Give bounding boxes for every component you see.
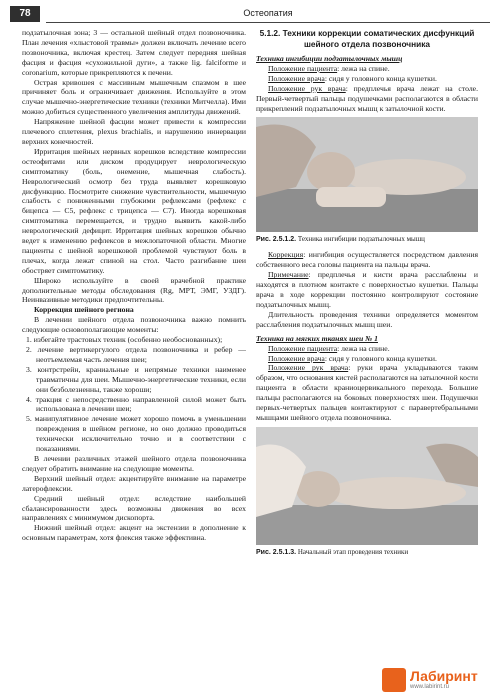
technique-title-2: Техника на мягких тканях шеи № 1 [256, 333, 378, 343]
photo-technique-soft-tissue [256, 427, 478, 545]
section-heading: 5.1.2. Техники коррекции соматических дисфункций шейного отдела позвоночника [259, 28, 475, 49]
param-line [256, 354, 478, 364]
labirint-icon [382, 668, 406, 692]
paragraph: Коррекция шейного региона [34, 305, 134, 315]
list-item: 3. контрстрейн, краниальные и непрямые техники наименее травматичны для шеи. Мышечно-энергетические техники, если они безболезненны, также хороши; [26, 364, 246, 394]
param-line [256, 344, 478, 354]
param-text: : ингибиция осуществляется посредством давления собственного веса головы пациента на пальцы врача. [256, 250, 478, 270]
param-text: : сидя у головного конца кушетки. [324, 73, 437, 83]
paragraph: Напряжение шейной фасции может привести к компрессии плечевого сплетения, plexus brachialis, и нарушению иннервации верхних конечностей. [22, 117, 246, 146]
left-column [22, 28, 246, 543]
paragraph: подзатылочная зона; 3 — остальной шейный отдел позвоночника. План лечения «хлыстовой травмы» должен включать лечение всего позвоночника, включая крестец. Затем следует передняя шейная фасция и фасция «сухожильной дуги», а также lig. falciforme и coronarium, которые прикрепляются к печени. [22, 28, 246, 77]
list-item: 1. избегайте трастовых техник (особенно необоснованных); [26, 335, 223, 345]
labirint-site: www.labirint.ru [410, 684, 450, 690]
labirint-brand: Лабиринт [410, 668, 478, 684]
param-label: Примечание [268, 270, 309, 280]
right-column [256, 28, 478, 563]
param-line [256, 250, 478, 270]
photo-soft-tissue-illustration [256, 427, 478, 545]
list-item: 4. тракция с непосредственно направленной силой может быть использована в лечении шеи; [26, 394, 246, 414]
param-text: : руки врача укладываются таким образом, что основания кистей располагаются на затылочной кости пациента в области краниоцервикального перехода. Большие пальцы располагаются на боковых поверхностях шеи. Подушечки первых-четвертых пальцев контактируют с паравертебральными мышцами шейного отдела позвоночника. [256, 363, 478, 422]
paragraph: Верхний шейный отдел: акцентируйте внимание на параметре латерофлексии. [22, 473, 246, 493]
numbered-list [22, 335, 246, 454]
param-text: : сидя у головного конца кушетки. [324, 353, 437, 363]
param-text: : предплечья и кисти врача расслаблены и находятся в плотном контакте с поверхностью кушетки. Пальцы врача в ходе коррекции постоянно контролируют состояние подзатылочных мышц. [256, 270, 478, 309]
page-number: 78 [10, 6, 40, 22]
param-text: Длительность проведения техники определяется моментом расслабления подзатылочных мышц шеи. [256, 309, 478, 329]
param-label: Коррекция [268, 250, 304, 260]
paragraph: В лечении шейного отдела позвоночника важно помнить следующие основополагающие моменты: [22, 315, 246, 335]
param-line [256, 270, 478, 310]
param-line [256, 74, 478, 84]
running-title: Остеопатия [46, 6, 490, 23]
figure-caption: Рис. 2.5.1.2. Техника ингибиции подзатылочных мышц [256, 235, 425, 244]
param-text: : лежа на спине. [337, 63, 390, 73]
paragraph: Широко используйте в своей врачебной практике дополнительные методы обследования (Rg, МРТ, ЭМГ, УЗДГ). Неинвазивные методики предпочтительны. [22, 275, 246, 305]
running-header [10, 6, 490, 22]
photo-suboccipital-illustration [256, 117, 478, 232]
photo-technique-suboccipital [256, 117, 478, 232]
paragraph: Ирритация шейных нервных корешков вследствие компрессии остеофитами или диском продуцирует неврологическую симптоматику (боль, онемение, мышечная слабость). Неврологический осмотр без труда выявляет корешковую дисфункцию. Посмотрите снижение чувствительности, мышечную слабость с пониженными глубокими рефлексами (рефлекс с бицепса — С5, рефлекс с трицепса — С7). Иногда корешковая симптоматика перемещается, и трудно выявить какой-либо неврологический дефицит. Ирритация шейных корешков обычно ведет к изменению рефлексов в межлопаточной области. Многие пациенты с шейной корешковой проблемой чувствуют боль в плечах, когда лежат спиной на стол. Часто разгибание шеи обостряет симптоматику. [22, 146, 246, 275]
param-label: Положение рук врача [268, 83, 346, 93]
technique-params-2 [256, 344, 478, 423]
param-line [256, 64, 478, 74]
param-line [256, 363, 478, 422]
param-label: Положение врача [268, 73, 325, 83]
paragraph: Нижний шейный отдел: акцент на экстензии в дополнение к основным параметрам, хотя флексия также эффективна. [22, 523, 246, 543]
param-line [256, 84, 478, 114]
param-line [256, 310, 478, 330]
paragraph: В лечении различных этажей шейного отдела позвоночника следует обратить внимание на следующие моменты. [22, 453, 246, 473]
paragraph: Средний шейный отдел: вследствие наибольшей сбалансированности здесь возможны движения во всех направлениях с минимумом дископорта. [22, 493, 246, 523]
technique-params [256, 64, 478, 114]
param-label: Положение пациента [268, 343, 338, 353]
list-item: 5. манипулятивное лечение может хорошо помочь в уменьшении повреждения в шейном регионе, но оно должно проводиться технически исключительно точно и в соответствии с показаниями. [26, 414, 246, 454]
paragraph: Острая кривошея с массивным мышечным спазмом в шее причиняет боль и ограничивает движения. Используйте в этом случае мышечно-энергетические техники (техники Митчелла). Ими можно добиться существенного увеличения амплитуды движений. [22, 77, 246, 117]
param-text: : лежа на спине. [337, 343, 390, 353]
param-label: Положение пациента [268, 63, 338, 73]
correction-text [256, 250, 478, 329]
param-text: : предплечья врача лежат на столе. Первый-четвертый пальцы подушечками располагаются в области прикреплений подзатылочных мышц к затылочной кости. [256, 83, 478, 113]
list-item: 2. лечение вертикергулого отдела позвоночника и ребер — неотъемлемая часть лечения шеи; [26, 345, 246, 364]
param-label: Положение врача [268, 353, 325, 363]
figure-caption-2: Рис. 2.5.1.3. Начальный этап проведения техники [256, 547, 409, 556]
labirint-logo [380, 664, 480, 696]
technique-title: Техника ингибиции подзатылочных мышц [256, 54, 403, 63]
param-label: Положение рук врача [268, 363, 349, 373]
